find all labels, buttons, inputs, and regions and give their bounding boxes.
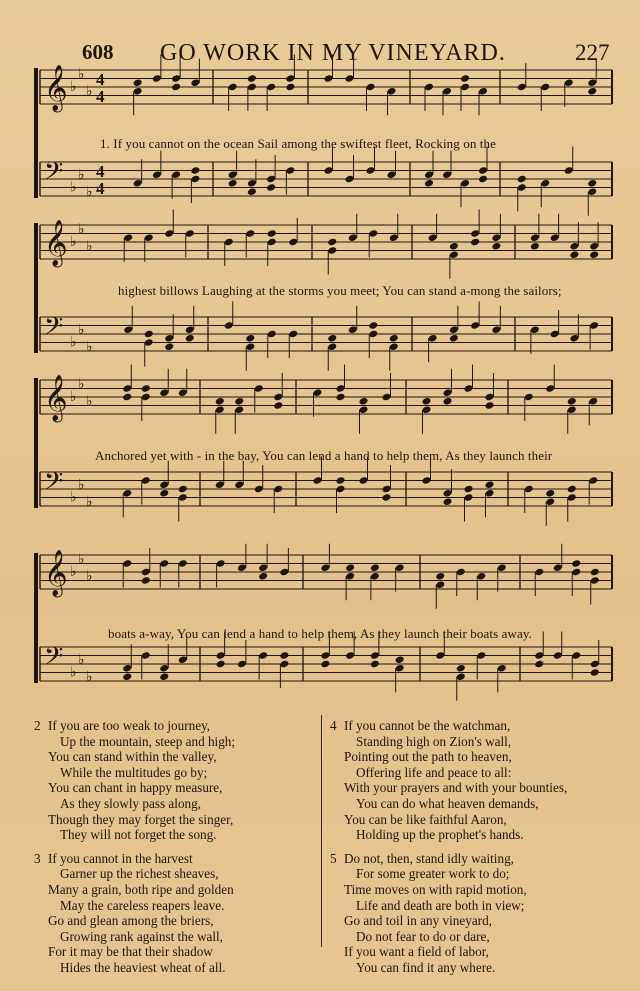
notehead — [389, 334, 399, 343]
verse-line: While the multitudes go by; — [60, 764, 208, 780]
notehead — [159, 672, 169, 681]
notehead — [484, 401, 494, 410]
verse-line: Do not fear to do or dare, — [356, 928, 490, 944]
flat-icon: ♭ — [86, 183, 93, 200]
flat-icon: ♭ — [78, 66, 85, 83]
notehead — [534, 660, 544, 669]
verse-line: You can stand within the valley, — [48, 749, 217, 765]
notehead — [589, 250, 599, 259]
notehead — [266, 183, 276, 192]
flat-icon: ♭ — [70, 179, 77, 196]
notehead — [247, 74, 257, 83]
verse-line: You can find it any where. — [356, 959, 496, 975]
verse-line: As they slowly pass along, — [60, 795, 202, 811]
notehead — [141, 384, 151, 393]
verse-column-left — [34, 718, 235, 976]
flat-icon: ♭ — [70, 489, 77, 506]
notehead — [245, 334, 255, 343]
notehead — [381, 493, 391, 502]
notehead — [178, 485, 188, 494]
notehead — [478, 175, 488, 184]
flat-icon: ♭ — [78, 376, 85, 393]
verse-line: You can do what heaven demands, — [356, 795, 539, 811]
flat-icon: ♭ — [78, 321, 85, 338]
notehead — [122, 672, 132, 681]
verse-line: They will not forget the song. — [60, 827, 217, 843]
flat-icon: ♭ — [70, 389, 77, 405]
treble-clef-icon: 𝄞 — [44, 550, 68, 596]
lyric-line-3: Anchored yet with - in the bay, You can lend a hand to help them, As they launch their — [95, 448, 553, 463]
verse-line: If you cannot be the watchman, — [344, 718, 511, 733]
verse-number: 3 — [34, 850, 41, 866]
time-signature: 4 — [96, 179, 105, 198]
flat-icon: ♭ — [78, 166, 85, 183]
hymn-title: GO WORK IN MY VINEYARD. — [160, 40, 506, 66]
verse-line: You can be like faithful Aaron, — [344, 811, 507, 827]
flat-icon: ♭ — [86, 393, 93, 410]
bass-clef-icon: 𝄢 — [44, 312, 64, 347]
verse-number: 4 — [330, 718, 337, 733]
notehead — [159, 489, 169, 498]
verse-line: Garner up the richest sheaves, — [60, 866, 219, 882]
verse-line: Hides the heaviest wheat of all. — [60, 959, 226, 975]
notehead — [345, 563, 355, 572]
notehead — [567, 485, 577, 494]
flat-icon: ♭ — [86, 668, 93, 685]
notehead — [460, 74, 470, 83]
notehead — [133, 78, 143, 87]
notehead — [370, 563, 380, 572]
verse-line: May the careless reapers leave. — [60, 897, 225, 913]
verse-line: Though they may forget the singer, — [48, 811, 234, 827]
flat-icon: ♭ — [86, 568, 93, 585]
notehead — [567, 397, 577, 406]
notehead — [442, 497, 452, 506]
notehead — [122, 393, 132, 402]
verse-line: You can chant in happy measure, — [48, 780, 223, 796]
flat-icon: ♭ — [70, 234, 77, 250]
verse-4 — [330, 718, 567, 843]
verse-number: 2 — [34, 718, 41, 733]
notehead — [335, 393, 345, 402]
notehead — [171, 83, 181, 92]
verse-line: Many a grain, both ripe and golden — [48, 881, 234, 897]
notehead — [449, 334, 459, 343]
verse-2 — [34, 718, 235, 843]
notehead — [216, 660, 226, 669]
notehead — [449, 242, 459, 251]
notehead — [327, 334, 337, 343]
page-number: 227 — [575, 40, 610, 65]
notehead — [370, 660, 380, 669]
flat-icon: ♭ — [86, 493, 93, 510]
notehead — [590, 568, 600, 577]
verse-line: If you are too weak to journey, — [48, 718, 211, 733]
notehead — [279, 651, 289, 660]
verse-line: Holding up the prophet's hands. — [356, 827, 524, 843]
notehead — [267, 229, 277, 238]
verse-line: For some greater work to do; — [356, 866, 510, 882]
notehead — [456, 664, 466, 673]
notehead — [424, 179, 434, 188]
verse-column-right — [330, 718, 567, 976]
treble-clef-icon: 𝄞 — [44, 65, 68, 111]
notehead — [421, 397, 431, 406]
notehead — [247, 187, 257, 196]
flat-icon: ♭ — [78, 551, 85, 568]
lyric-line-1: 1. If you cannot on the ocean Sail among the swiftest fleet, Rocking on the — [100, 136, 496, 151]
system-bracket — [34, 553, 38, 683]
notehead — [491, 242, 501, 251]
notehead — [215, 397, 225, 406]
notehead — [258, 572, 268, 581]
verse-line: Offering life and peace to all: — [356, 764, 512, 780]
flat-icon: ♭ — [78, 651, 85, 668]
system-bracket — [34, 68, 38, 198]
bass-clef-icon: 𝄢 — [44, 467, 64, 502]
flat-icon: ♭ — [78, 221, 85, 238]
flat-icon: ♭ — [86, 238, 93, 255]
treble-clef-icon: 𝄞 — [44, 375, 68, 421]
treble-clef-icon: 𝄞 — [44, 220, 68, 266]
notehead — [144, 330, 154, 339]
notehead — [463, 485, 473, 494]
notehead — [327, 238, 337, 247]
time-signature: 4 — [96, 162, 105, 181]
hymn-number: 608 — [82, 40, 114, 64]
notehead — [470, 238, 480, 247]
verse-line: Standing high on Zion's wall, — [356, 733, 512, 749]
notehead — [234, 397, 244, 406]
system-bracket — [34, 223, 38, 353]
notehead — [141, 576, 151, 585]
notehead — [285, 83, 295, 92]
time-signature: 4 — [96, 70, 105, 89]
flat-icon: ♭ — [78, 476, 85, 493]
verse-3 — [34, 851, 235, 976]
notehead — [590, 668, 600, 677]
notehead — [545, 489, 555, 498]
verse-number: 5 — [330, 850, 337, 866]
flat-icon: ♭ — [70, 564, 77, 580]
bass-clef-icon: 𝄢 — [44, 642, 64, 677]
flat-icon: ♭ — [86, 83, 93, 100]
verse-line: If you cannot in the harvest — [48, 850, 193, 866]
flat-icon: ♭ — [86, 338, 93, 355]
verse-line: Time moves on with rapid motion, — [344, 881, 527, 897]
time-signature: 4 — [96, 87, 105, 106]
notehead — [164, 342, 174, 351]
system-bracket — [34, 378, 38, 508]
notehead — [530, 242, 540, 251]
flat-icon: ♭ — [70, 334, 77, 351]
notehead — [185, 334, 195, 343]
verse-line: Life and death are both in view; — [356, 897, 525, 913]
verse-line: Go and toil in any vineyard, — [344, 913, 492, 929]
notehead — [435, 572, 445, 581]
notehead — [335, 476, 345, 485]
verse-line: Go and glean among the briers, — [48, 913, 214, 929]
verse-line: Up the mountain, steep and high; — [60, 733, 236, 749]
notehead — [320, 660, 330, 669]
verse-5 — [330, 851, 567, 976]
notehead — [395, 655, 405, 664]
notehead — [228, 179, 238, 188]
verse-line: Growing rank against the wall, — [60, 928, 223, 944]
flat-icon: ♭ — [70, 79, 77, 95]
notehead — [587, 87, 597, 96]
notehead — [190, 166, 200, 175]
lyric-line-2: highest billows Laughing at the storms you meet; You can stand a-mong the sailors; — [118, 283, 562, 298]
flat-icon: ♭ — [70, 664, 77, 681]
notehead — [569, 250, 579, 259]
verse-line: With your prayers and with your bounties, — [344, 780, 568, 796]
column-divider — [321, 715, 322, 947]
notehead — [358, 397, 368, 406]
notehead — [587, 179, 597, 188]
verse-line: If you want a field of labor, — [344, 944, 489, 960]
verse-line: Pointing out the path to heaven, — [344, 749, 512, 765]
verse-line: Do not, then, stand idly waiting, — [344, 850, 514, 866]
notehead — [368, 321, 378, 330]
notehead — [273, 401, 283, 410]
bass-clef-icon: 𝄢 — [44, 157, 64, 192]
lyric-line-4: boats a-way, You can lend a hand to help them, As they launch their boats away. — [108, 626, 532, 641]
notehead — [517, 175, 527, 184]
notehead — [484, 480, 494, 489]
notehead — [442, 397, 452, 406]
verse-line: For it may be that their shadow — [48, 944, 213, 960]
notehead — [571, 559, 581, 568]
